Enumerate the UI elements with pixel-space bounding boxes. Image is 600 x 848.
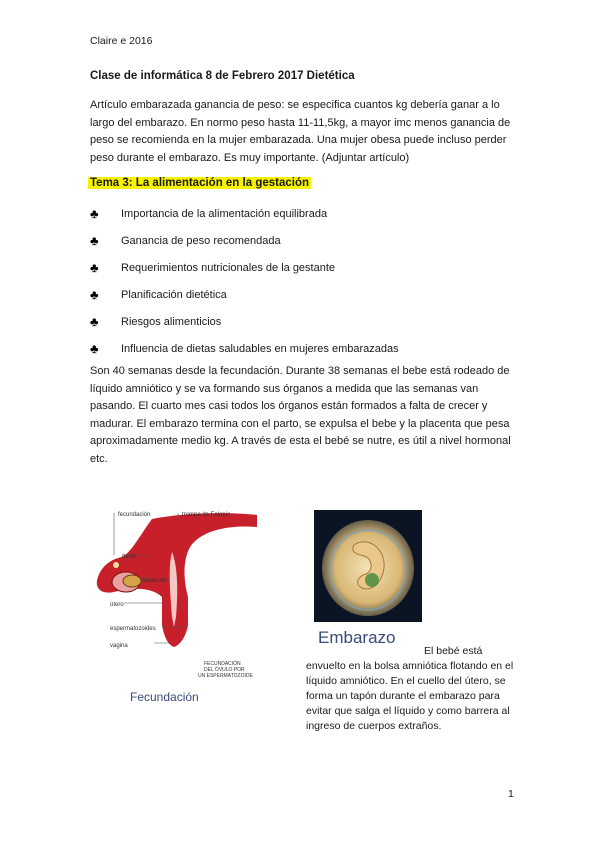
list-item: ♣ Riesgos alimenticios	[90, 314, 222, 329]
desc-line-3: UN ESPERMATOZOIDE	[198, 673, 253, 679]
list-item: ♣ Planificación dietética	[90, 287, 227, 302]
fertilized-egg	[123, 575, 141, 587]
egg-cell	[113, 562, 119, 568]
label-ovulacion: ovulación	[142, 578, 168, 584]
fecundation-diagram	[92, 507, 262, 682]
label-ovulo: óvulo	[122, 554, 137, 560]
label-vagina: vagina	[110, 643, 128, 649]
paragraph-pregnancy: Son 40 semanas desde la fecundación. Durante 38 semanas el bebe está rodeado de líquido amniótico y se va formando sus órganos a medida que las semanas van pasando. El cuarto mes casi todos los órganos están formados a falta de crecer y madurar. El embarazo termina con el parto, se expulsa el bebe y la placenta que pesa aproximadamente medio kg. A través de esta el bebé se nutre, es útil a nivel hormonal etc.	[90, 365, 511, 465]
topic-list	[90, 200, 399, 362]
paragraph-amniotic: El bebé está envuelto en la bolsa amniótica flotando en el líquido amniótico. En el cuello del útero, se forma un tapón durante el embarazo para evitar que salga el líquido y como barrera al ingreso de cuerpos extraños.	[306, 645, 514, 732]
desc-line-1: FECUNDACIÓN	[204, 661, 241, 667]
embryo-image	[314, 510, 422, 622]
paragraph-weight-gain: Artículo embarazada ganancia de peso: se especifica cuantos kg debería ganar a lo largo del embarazo. En normo peso hasta 11-11,5kg, a mayor imc menos ganancia de peso se recomienda en la mujer embarazada. Una mujer obesa puede incluso perder peso durante el embarazo. Es muy importante. (Adjuntar artículo)	[90, 99, 511, 164]
list-item: ♣ Influencia de dietas saludables en mujeres embarazadas	[90, 341, 399, 356]
label-fecundacion: fecundación	[118, 512, 151, 518]
page-number: 1	[508, 788, 514, 800]
club-suit-icon: ♣	[90, 287, 99, 302]
club-suit-icon: ♣	[90, 260, 99, 275]
page-header: Claire e 2016	[90, 35, 153, 47]
club-suit-icon: ♣	[90, 233, 99, 248]
topic-title: Tema 3: La alimentación en la gestación	[90, 177, 309, 189]
figure-caption-fecundacion: Fecundación	[130, 690, 199, 704]
label-trompa: trompa de Falopio	[182, 512, 231, 518]
club-suit-icon: ♣	[90, 206, 99, 221]
embryo-heart	[365, 573, 379, 587]
list-item: ♣ Importancia de la alimentación equilibrada	[90, 206, 328, 221]
label-utero: útero	[110, 602, 124, 608]
figure-caption-embarazo: Embarazo	[318, 628, 396, 647]
class-heading: Clase de informática 8 de Febrero 2017 Dietética	[90, 70, 355, 82]
list-item: ♣ Ganancia de peso recomendada	[90, 233, 281, 248]
list-item: ♣ Requerimientos nutricionales de la gestante	[90, 260, 336, 275]
label-esperma: espermatozoides	[110, 626, 156, 632]
club-suit-icon: ♣	[90, 341, 99, 356]
desc-line-2: DEL ÓVULO POR	[204, 667, 245, 673]
club-suit-icon: ♣	[90, 314, 99, 329]
